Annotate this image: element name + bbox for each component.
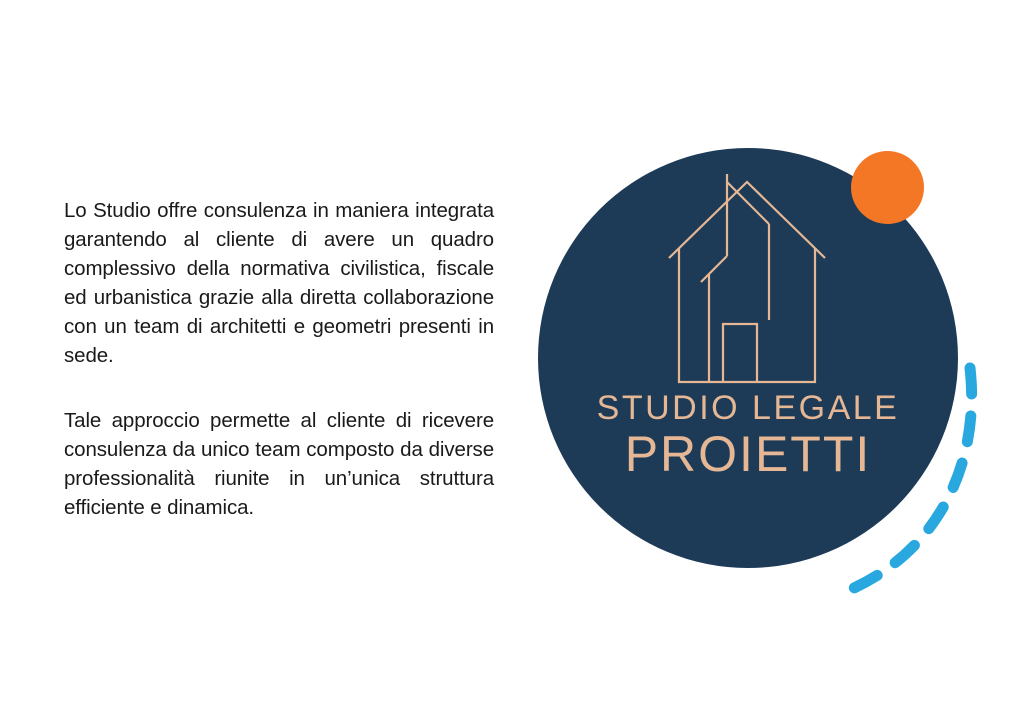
orange-circle-accent — [851, 151, 924, 224]
logo-block — [520, 130, 990, 610]
brand-wordmark — [538, 388, 958, 482]
brand-line-1: STUDIO LEGALE — [596, 389, 900, 427]
paragraph-2: Tale approccio permette al cliente di ricevere consulenza da unico team composto da diverse professionalità riunite in un’unica struttura efficiente e dinamica. — [64, 409, 494, 519]
text-column — [64, 196, 494, 522]
house-outline-icon — [665, 170, 835, 395]
brand-line-2: PROIETTI — [624, 426, 872, 482]
paragraph-1: Lo Studio offre consulenza in maniera integrata garantendo al cliente di avere un quadro complessivo della normativa civilistica, fiscale ed urbanistica grazie alla diretta collaborazione con un team di architetti e geometri presenti in sede. — [64, 199, 494, 367]
